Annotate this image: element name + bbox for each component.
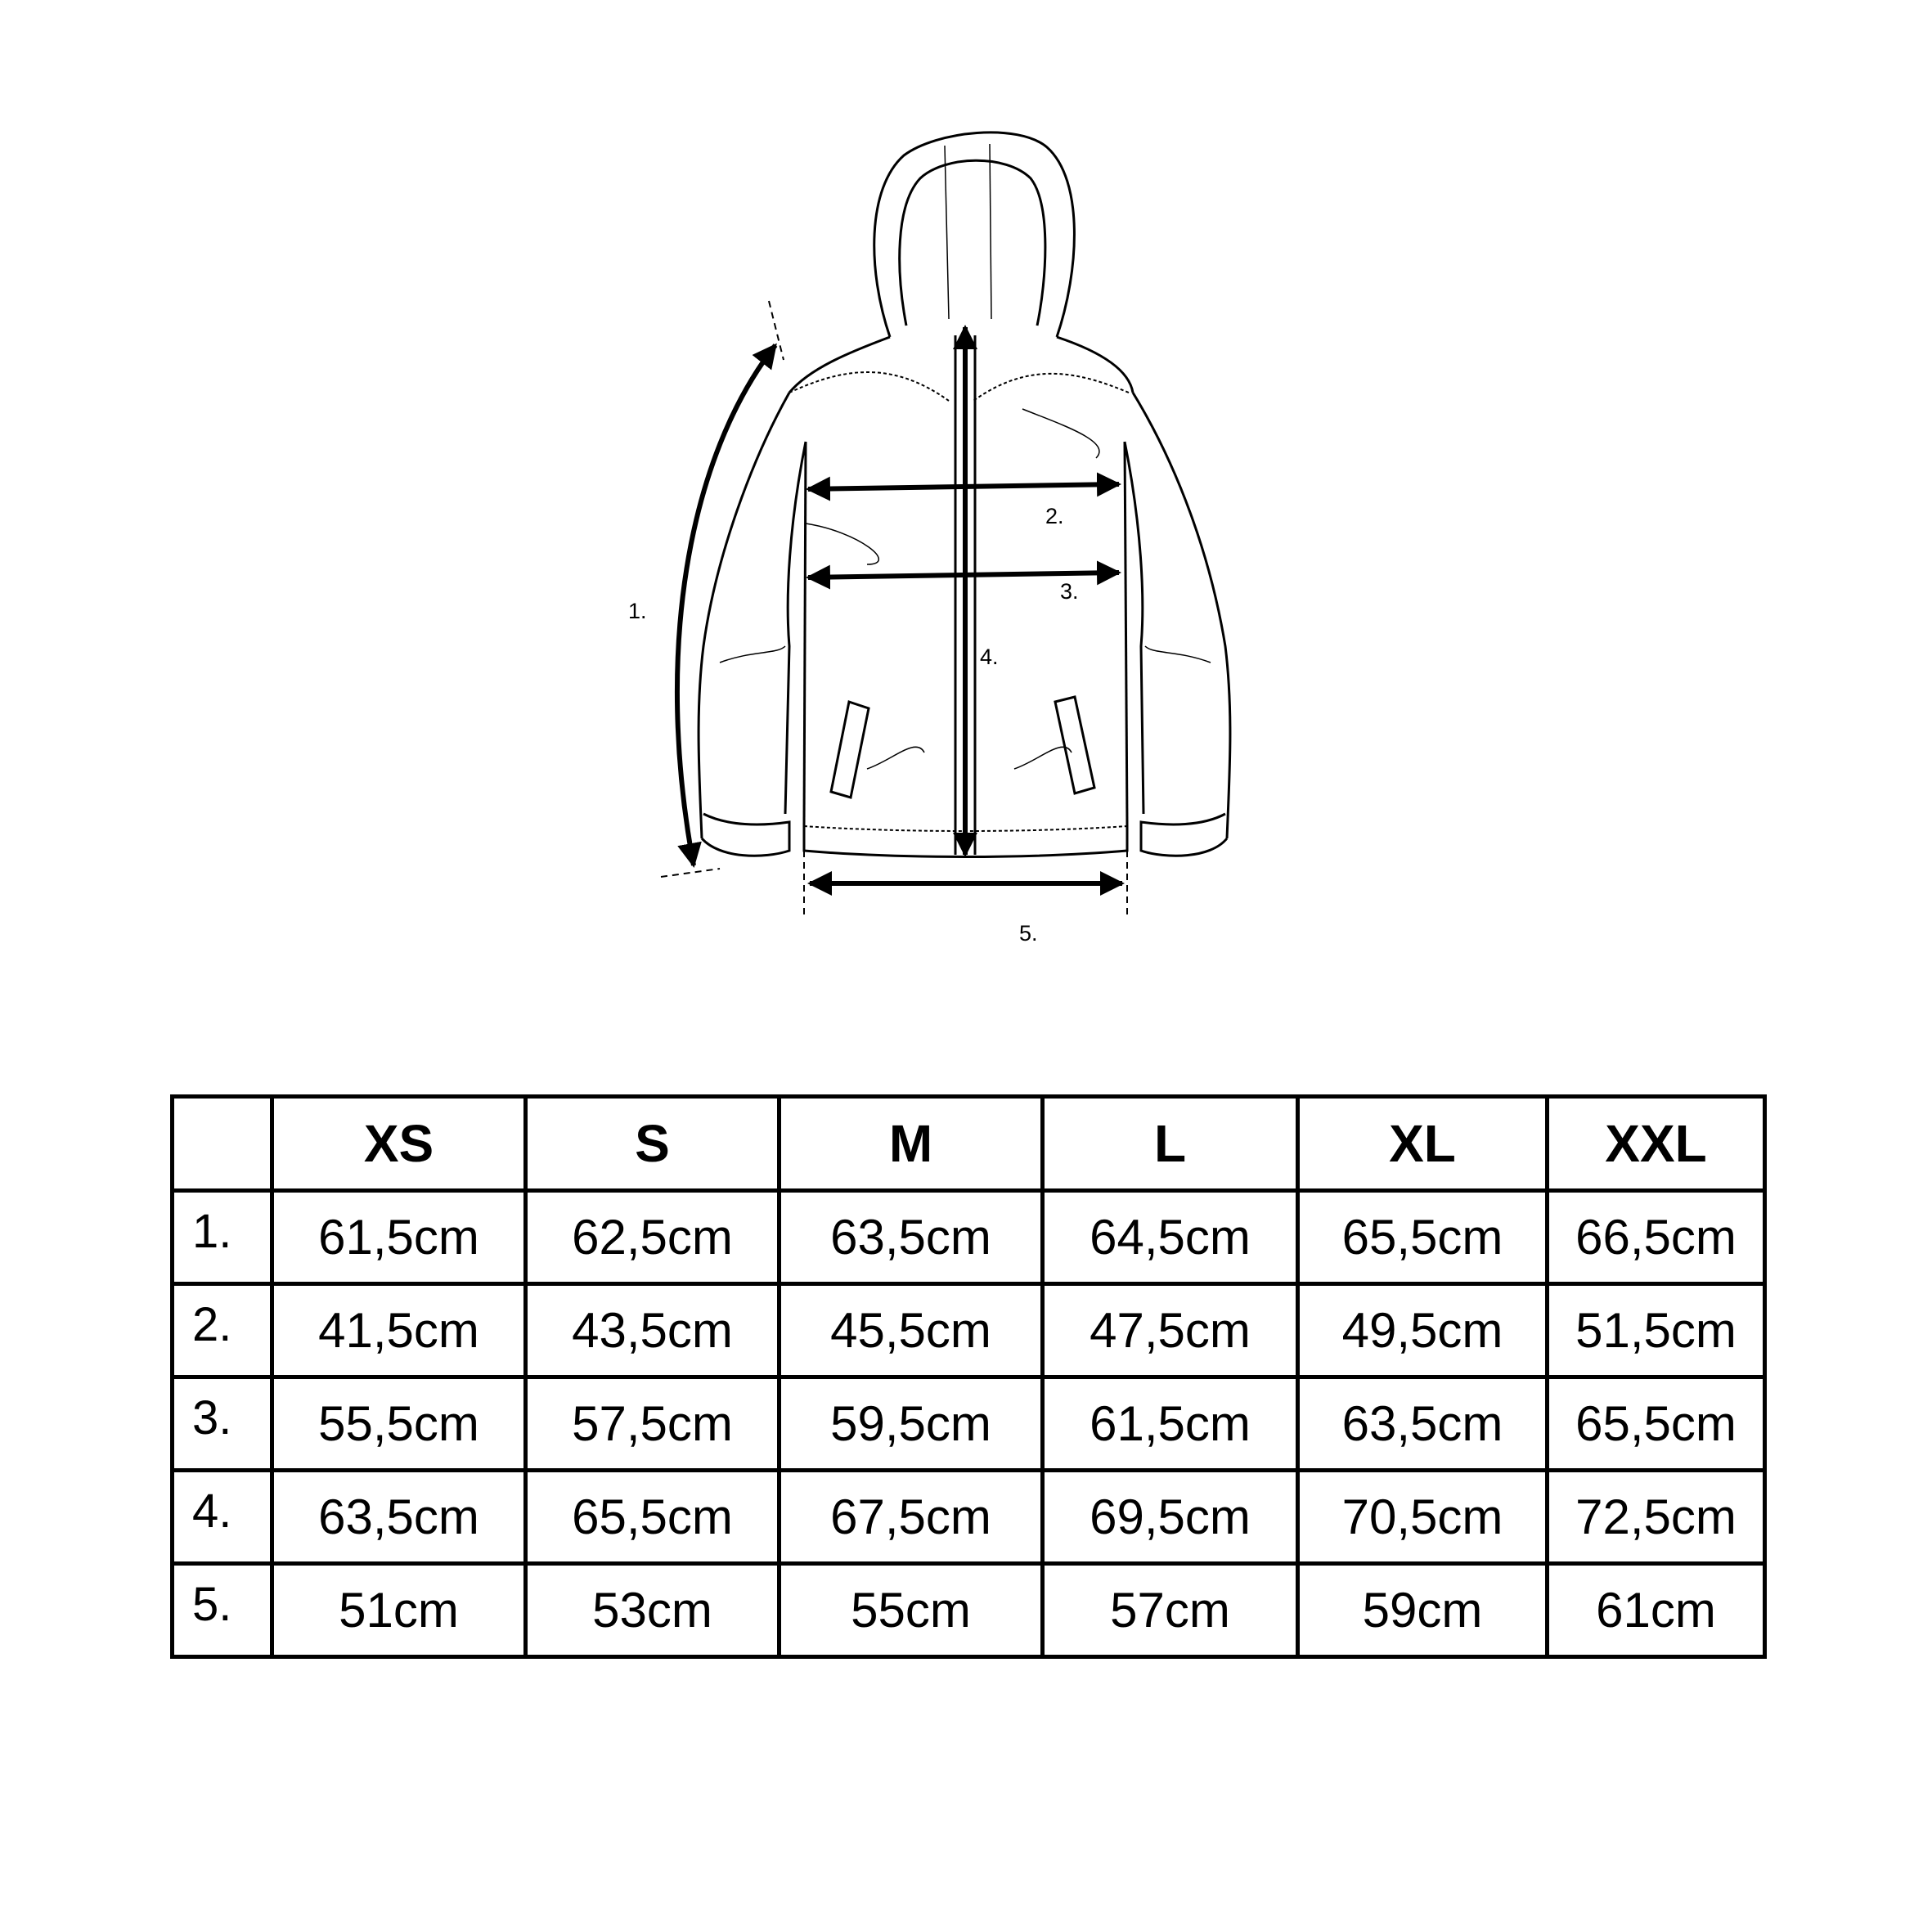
table-row <box>173 1564 1765 1657</box>
arrow-1-sleeve <box>677 345 775 865</box>
measurement-cell: 55cm <box>780 1564 1043 1657</box>
label-2: 2. <box>1045 504 1064 528</box>
measurement-cell: 51,5cm <box>1548 1284 1765 1377</box>
measurement-cell: 66,5cm <box>1548 1191 1765 1284</box>
measurement-cell: 57cm <box>1043 1564 1298 1657</box>
measurement-cell: 65,5cm <box>526 1471 780 1564</box>
measurement-cell: 57,5cm <box>526 1377 780 1471</box>
measurement-cell: 64,5cm <box>1043 1191 1298 1284</box>
table-row <box>173 1471 1765 1564</box>
measurement-cell: 69,5cm <box>1043 1471 1298 1564</box>
size-header-xs: XS <box>272 1097 526 1191</box>
measurement-cell: 62,5cm <box>526 1191 780 1284</box>
measurement-cell: 63,5cm <box>272 1471 526 1564</box>
label-3: 3. <box>1060 579 1079 604</box>
guide-lines <box>661 301 1127 916</box>
measurement-cell: 63,5cm <box>1298 1377 1548 1471</box>
measurement-cell: 59,5cm <box>780 1377 1043 1471</box>
measurement-cell: 65,5cm <box>1548 1377 1765 1471</box>
label-1: 1. <box>628 599 647 623</box>
size-header-s: S <box>526 1097 780 1191</box>
measurement-cell: 61,5cm <box>272 1191 526 1284</box>
row-label: 2. <box>173 1284 272 1377</box>
measurement-cell: 61,5cm <box>1043 1377 1298 1471</box>
measurement-cell: 51cm <box>272 1564 526 1657</box>
measurement-cell: 61cm <box>1548 1564 1765 1657</box>
table-row <box>173 1284 1765 1377</box>
table-body <box>173 1191 1765 1657</box>
measurement-cell: 47,5cm <box>1043 1284 1298 1377</box>
measurement-cell: 43,5cm <box>526 1284 780 1377</box>
row-label: 4. <box>173 1471 272 1564</box>
size-header-xl: XL <box>1298 1097 1548 1191</box>
size-header-m: M <box>780 1097 1043 1191</box>
measurement-arrows <box>677 327 1122 883</box>
table-row <box>173 1191 1765 1284</box>
measurement-cell: 49,5cm <box>1298 1284 1548 1377</box>
corner-cell <box>173 1097 272 1191</box>
measurement-cell: 53cm <box>526 1564 780 1657</box>
size-header-l: L <box>1043 1097 1298 1191</box>
measurement-cell: 45,5cm <box>780 1284 1043 1377</box>
size-header-xxl: XXL <box>1548 1097 1765 1191</box>
table-header-row <box>173 1097 1765 1191</box>
row-label: 5. <box>173 1564 272 1657</box>
size-chart-table <box>170 1094 1767 1659</box>
row-label: 1. <box>173 1191 272 1284</box>
row-label: 3. <box>173 1377 272 1471</box>
measurement-cell: 72,5cm <box>1548 1471 1765 1564</box>
measurement-cell: 59cm <box>1298 1564 1548 1657</box>
measurement-cell: 65,5cm <box>1298 1191 1548 1284</box>
measurement-cell: 41,5cm <box>272 1284 526 1377</box>
measurement-cell: 63,5cm <box>780 1191 1043 1284</box>
measurement-cell: 67,5cm <box>780 1471 1043 1564</box>
label-4: 4. <box>980 645 999 669</box>
measurement-cell: 55,5cm <box>272 1377 526 1471</box>
table-row <box>173 1377 1765 1471</box>
label-5: 5. <box>1019 921 1038 946</box>
measurement-cell: 70,5cm <box>1298 1471 1548 1564</box>
